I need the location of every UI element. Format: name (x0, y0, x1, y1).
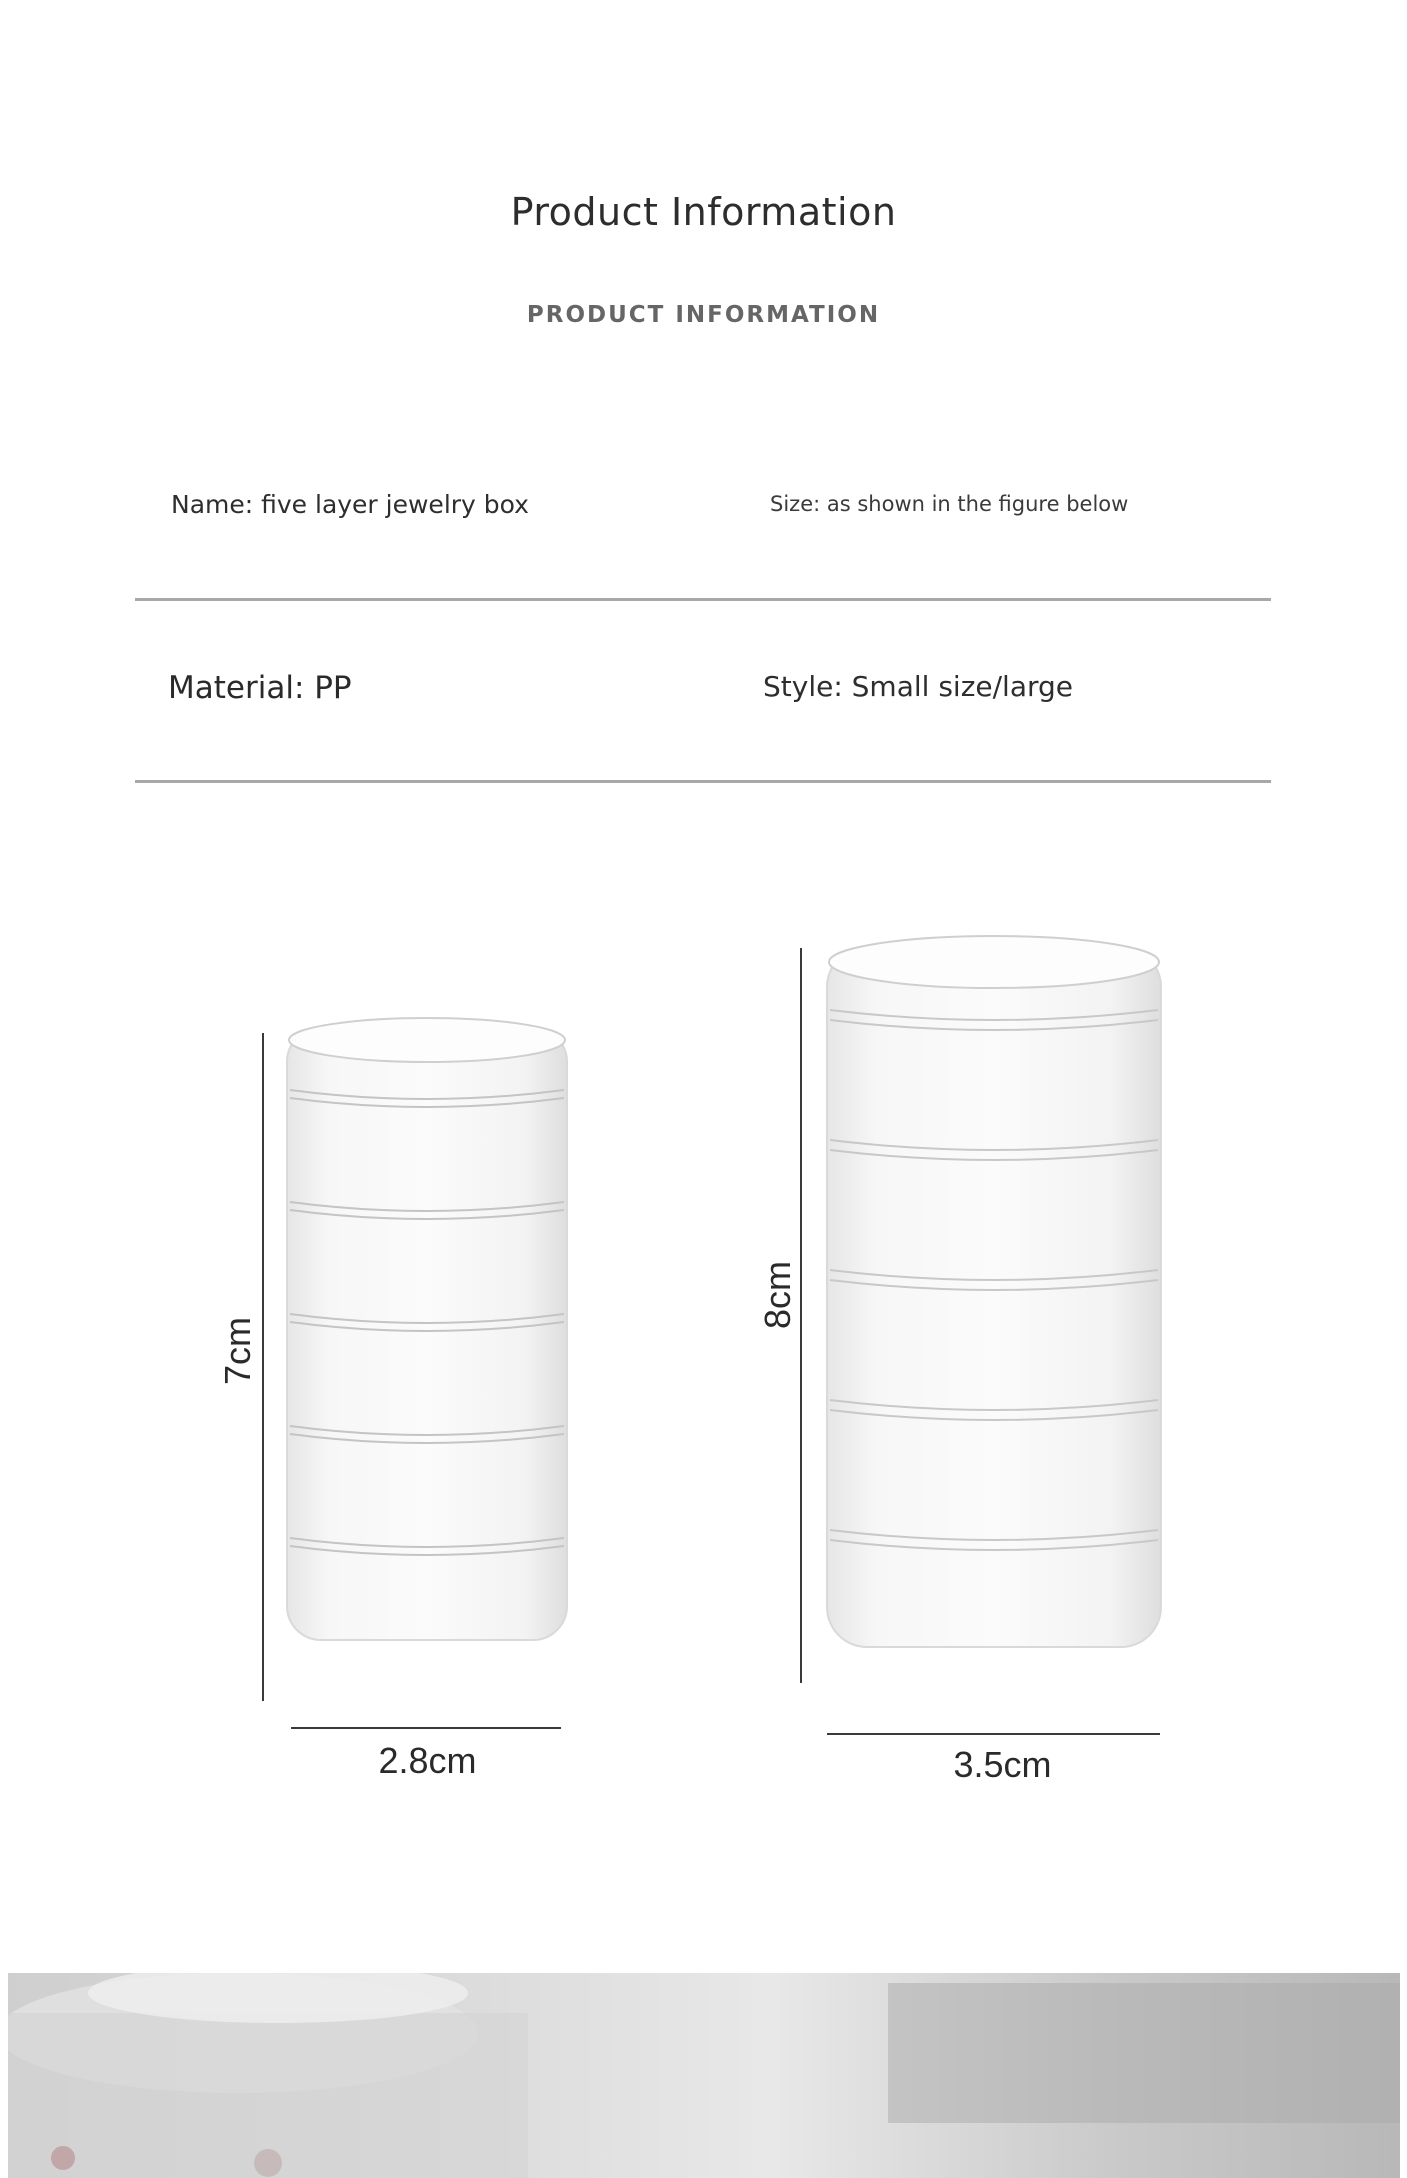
width-dimension-line (827, 1733, 1160, 1735)
large-width-label: 3.5cm (953, 1744, 1052, 1785)
small-jewelry-box (287, 1018, 567, 1640)
page-title: Product Information (510, 190, 897, 234)
product-figure (0, 930, 1407, 1830)
divider (135, 780, 1271, 783)
spec-name: Name: five layer jewelry box (171, 490, 529, 519)
spec-material: Material: PP (168, 670, 352, 706)
product-photo (8, 1973, 1400, 2178)
divider (135, 598, 1271, 601)
small-width-label: 2.8cm (378, 1740, 477, 1781)
small-height-label: 7cm (217, 1317, 258, 1386)
spec-size: Size: as shown in the figure below (770, 492, 1129, 516)
photo-content (8, 1973, 1400, 2178)
width-dimension-line (291, 1727, 561, 1729)
height-dimension-line (800, 948, 802, 1683)
large-height-label: 8cm (757, 1261, 798, 1330)
height-dimension-line (262, 1033, 264, 1701)
page-subtitle: PRODUCT INFORMATION (526, 302, 881, 328)
large-jewelry-box (827, 936, 1161, 1647)
spec-style: Style: Small size/large (763, 670, 1074, 703)
